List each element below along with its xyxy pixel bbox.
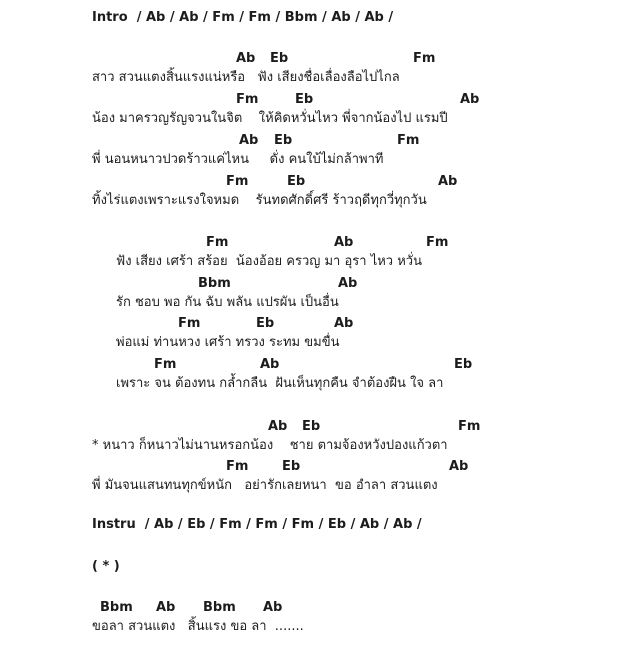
chord: Bbm xyxy=(100,600,133,615)
lyric-line: เพราะ จน ต้องทน กล้ำกลืน ฝันเห็นทุกคืน จำต้องฝืน ใจ ลา xyxy=(116,376,444,391)
chord: Bbm xyxy=(203,600,236,615)
lyric-line: พ่อแม่ ท่านหวง เศร้า ทรวง ระทม ขมขื่น xyxy=(116,335,340,350)
chord: Eb xyxy=(282,459,301,474)
chord: Ab xyxy=(260,357,280,372)
chord: Fm xyxy=(154,357,177,372)
intro-line: Intro / Ab / Ab / Fm / Fm / Bbm / Ab / Ab / xyxy=(92,10,394,25)
lyric-line: พี่ นอนหนาวปวดร้าวแค่ไหน ดั่ง คนใบ้ไม่กล้าพาที xyxy=(92,152,384,167)
chord: Eb xyxy=(295,92,314,107)
chord: Ab xyxy=(236,51,256,66)
chord: Ab xyxy=(460,92,480,107)
lyric-line: ทิ้งไร่แตงเพราะแรงใจหมด รันทดศักดิ์ศรี ร้าวฤดีทุกวี่ทุกวัน xyxy=(92,193,427,208)
chord: Eb xyxy=(302,419,321,434)
chord: Fm xyxy=(178,316,201,331)
chord: Ab xyxy=(438,174,458,189)
lyric-line: ขอลา สวนแตง สิ้นแรง ขอ ลา ....... xyxy=(92,619,304,634)
chord: Ab xyxy=(334,316,354,331)
lyric-line: * หนาว ก็หนาวไม่นานหรอกน้อง ชาย ตามจ้องหวังปองแก้วตา xyxy=(92,438,448,453)
chord: Fm xyxy=(413,51,436,66)
chord: Eb xyxy=(274,133,293,148)
chord: Ab xyxy=(334,235,354,250)
chord: Ab xyxy=(156,600,176,615)
chord: Eb xyxy=(287,174,306,189)
chord: Fm xyxy=(226,174,249,189)
chord: Ab xyxy=(263,600,283,615)
chord: Fm xyxy=(206,235,229,250)
chord: Ab xyxy=(239,133,259,148)
lyric-line: สาว สวนแตงสิ้นแรงแน่หรือ ฟัง เสียงชื่อเลื่องลือไปไกล xyxy=(92,70,400,85)
chord: Eb xyxy=(454,357,473,372)
chord: Bbm xyxy=(198,276,231,291)
chord: Fm xyxy=(236,92,259,107)
chord: Fm xyxy=(458,419,481,434)
chord: Ab xyxy=(268,419,288,434)
chord: Fm xyxy=(426,235,449,250)
lyric-line: พี่ มันจนแสนทนทุกข์หนัก อย่ารักเลยหนา ขอ อำลา สวนแตง xyxy=(92,478,438,493)
instru-line: Instru / Ab / Eb / Fm / Fm / Fm / Eb / Ab / Ab / xyxy=(92,517,422,532)
chord: Fm xyxy=(226,459,249,474)
chord: Eb xyxy=(270,51,289,66)
repeat-marker: ( * ) xyxy=(92,559,120,574)
chord: Fm xyxy=(397,133,420,148)
lyric-line: ฟัง เสียง เศร้า สร้อย น้องอ้อย ครวญ มา อุรา ไหว หวั่น xyxy=(116,254,422,269)
chord: Eb xyxy=(256,316,275,331)
lyric-line: น้อง มาครวญรัญจวนในจิต ให้คิดหวั่นไหว พี่จากน้องไป แรมปี xyxy=(92,111,448,126)
chord: Ab xyxy=(449,459,469,474)
lyric-line: รัก ชอบ พอ กัน ฉับ พลัน แปรผัน เป็นอื่น xyxy=(116,295,339,310)
chord: Ab xyxy=(338,276,358,291)
